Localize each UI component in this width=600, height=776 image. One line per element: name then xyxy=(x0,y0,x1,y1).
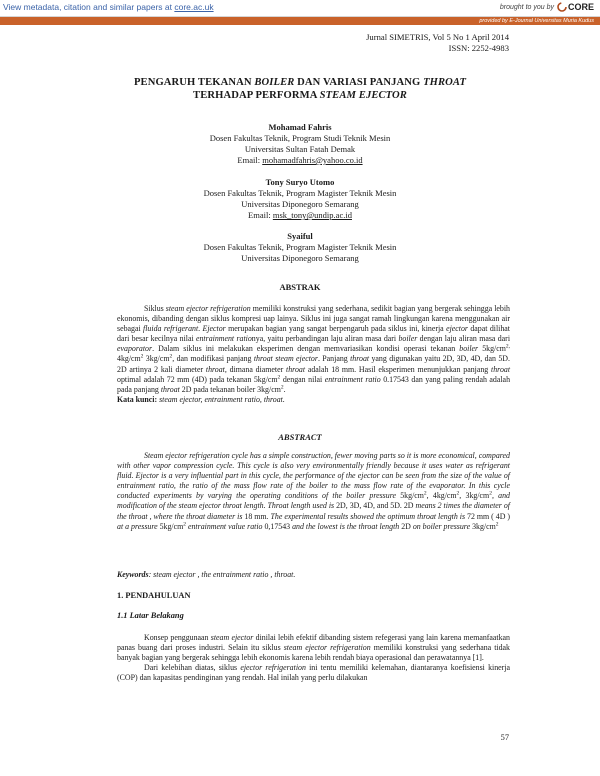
title-part-italic: BOILER xyxy=(254,77,295,88)
author-email-line xyxy=(100,210,500,221)
subsection-heading: 1.1 Latar Belakang xyxy=(117,611,184,620)
title-part: DAN VARIASI PANJANG xyxy=(294,77,424,88)
page-number: 57 xyxy=(500,733,509,742)
abstrak-paragraph: Siklus steam ejector refrigeration memiliki konstruksi yang sederhana, sedikit bagian yang bergerak sehingga lebih ekonomis, dibanding dengan siklus kompresi uap lainya. Siklus ini juga sangat ramah lingkungan karena menggunakan air sebagai fluida refrigerant. Ejector merupakan bagian yang sangat berpengaruh pada siklus ini, kinerja ejector dapat dilihat dari besar kecilnya nilai entrainment rationya, yaitu perbandingan laju aliran masa dari boiler dengan laju aliran masa dari evaporator. Dalam siklus ini melakukan eksperimen dengan memvariasikan kondisi operasi tekanan boiler $5kg/cm^{2,}$ $4kg/cm^2$ $3kg/cm^2$, dan modifikasi panjang throat steam ejector. Panjang throat yang digunakan yaitu 2D, 3D, 4D, dan 5D. 2D artinya 2 kali diameter throat, dimana diameter throat adalah 18 mm. Hasil eksperimen menunjukkan panjang throat optimal adalah 72 mm (4D) pada tekanan $5kg/cm^2$ dengan nilai entrainment ratio 0.17543 dan yang paling rendah adalah pada panjang throat 2D pada tekanan boiler $3kg/cm^2$. xyxy=(117,304,511,394)
journal-header xyxy=(366,32,509,54)
author-email-link[interactable]: mohamadfahris@yahoo.co.id xyxy=(262,155,363,165)
author-block xyxy=(100,231,500,264)
intro-paragraph-2: Dari kelebihan diatas, siklus ejector refrigeration ini tentu memiliki kelemahan, diantaranya koefisiensi kinerja (COP) dan kapasitas pendinginan yang rendah. Hal inilah yang perlu dilakukan xyxy=(117,663,510,683)
intro-body xyxy=(117,633,510,683)
author-university: Universitas Diponegoro Semarang xyxy=(241,253,359,263)
author-university: Universitas Diponegoro Semarang xyxy=(241,199,359,209)
email-label: Email: xyxy=(248,210,273,220)
author-affiliation: Dosen Fakultas Teknik, Program Studi Teknik Mesin xyxy=(209,133,391,143)
abstrak-keywords: Kata kunci: steam ejector, entrainment ratio, throat. xyxy=(117,394,285,404)
abstract-heading: ABSTRACT xyxy=(278,432,322,442)
author-name: Mohamad Fahris xyxy=(268,122,332,132)
title-part: PENGARUH TEKANAN xyxy=(133,77,255,88)
brought-by-text: brought to you by xyxy=(499,3,554,11)
author-block xyxy=(100,122,500,166)
email-label: Email: xyxy=(237,155,263,165)
abstract-body xyxy=(117,451,510,532)
author-affiliation: Dosen Fakultas Teknik, Program Magister Teknik Mesin xyxy=(203,188,397,198)
author-affiliation: Dosen Fakultas Teknik, Program Magister Teknik Mesin xyxy=(203,242,397,252)
title-part: TERHADAP PERFORMA xyxy=(193,90,320,101)
section-heading: 1. PENDAHULUAN xyxy=(117,591,191,600)
intro-paragraph-1: Konsep penggunaan steam ejector dinilai lebih efektif dibanding sistem refegerasi yang lain karena memanfaatkan panas buang dari proses industri. Selain itu siklus steam ejector refrigeration memiliki konstruksi yang sederhana tidak banyak bagian yang bergerak sehingga lebih ekonomis karena lebih rendah biaya operasional dan perawatannya [1]. xyxy=(117,633,510,663)
core-link-prefix: View metadata, citation and similar papers at xyxy=(3,2,175,12)
author-name: Tony Suryo Utomo xyxy=(265,177,335,187)
abstrak-heading: ABSTRAK xyxy=(279,282,321,292)
abstrak-body xyxy=(117,304,510,405)
author-email-link[interactable]: msk_tony@undip.ac.id xyxy=(272,210,352,220)
abstract-paragraph: Steam ejector refrigeration cycle has a simple construction, fewer moving parts so it is more economical, compared with other vapor compression cycle. This cycle is also very environmentally friendly because it uses water as refrigerant fluid. Ejector is a very influential part in this cycle, the performance of the ejector can be seen from the size of the value of entrainment ratio, the ratio of the mass flow rate of the boiler to the mass flow rate of the evaporator. In this cycle conducted experiments by varying the operating conditions of the boiler pressure $5kg/cm^2$, $4kg/cm^2$, $3kg/cm^2$, and modification of the steam ejector throat length. Throat length used is 2D, 3D, 4D, and 5D. 2D means 2 times the diameter of the throat , where the throat diameter is 18 mm. The experimental results showed the optimum throat length is 72 mm ( 4D ) at a pressure $5kg/cm^2$ entrainment value ratio 0,17543 and the lowest is the throat length 2D on boiler pressure $3kg/cm^2$ xyxy=(117,451,510,531)
core-link-site: core.ac.uk xyxy=(174,2,214,12)
author-block xyxy=(100,177,500,221)
title-part-italic: STEAM EJECTOR xyxy=(319,90,407,101)
paper-title xyxy=(80,76,520,102)
author-name: Syaiful xyxy=(287,231,313,241)
core-brand-text: CORE xyxy=(567,2,594,12)
author-university: Universitas Sultan Fatah Demak xyxy=(244,144,356,154)
title-part-italic: THROAT xyxy=(423,77,467,88)
abstract-keywords: Keywords: steam ejector , the entrainment ratio , throat. xyxy=(117,570,296,579)
journal-name: Jurnal SIMETRIS, Vol 5 No 1 April 2014 xyxy=(366,32,509,42)
journal-issn: ISSN: 2252-4983 xyxy=(448,43,509,53)
core-provided-by: provided by E-Journal Universitas Muria Kudus xyxy=(479,18,594,24)
author-email-line xyxy=(100,155,500,166)
